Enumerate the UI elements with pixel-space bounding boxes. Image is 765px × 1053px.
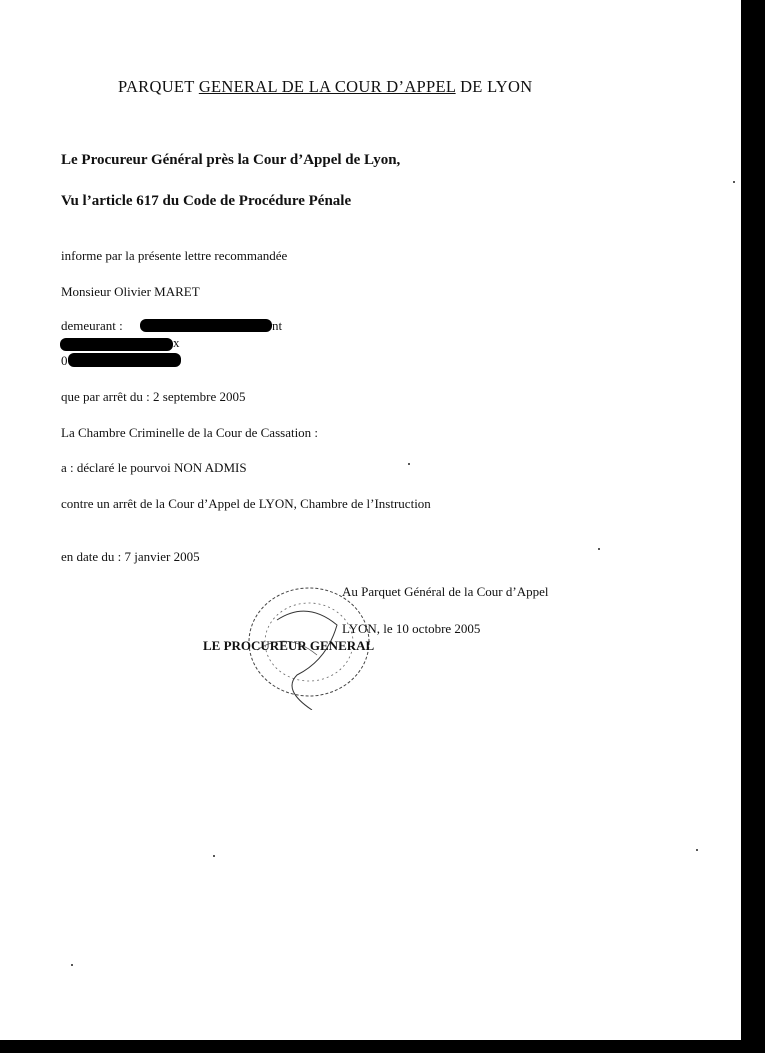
- signatory-title: LE PROCUREUR GENERAL: [203, 638, 375, 653]
- header-part-2: GENERAL DE LA COUR D’APPEL: [198, 77, 456, 96]
- header-part-3: DE LYON: [455, 77, 533, 96]
- intro-line-article: Vu l’article 617 du Code de Procédure Pénale: [61, 193, 352, 209]
- signature-place-date: LYON, le 10 octobre 2005: [342, 621, 481, 636]
- intro-line-prosecutor: Le Procureur Général près la Cour d’Appel de Lyon,: [61, 152, 401, 168]
- scan-speck: [408, 463, 410, 465]
- scan-speck: [598, 548, 600, 550]
- decision-date: que par arrêt du : 2 septembre 2005: [61, 389, 246, 404]
- scan-speck: [733, 181, 735, 183]
- court-line: La Chambre Criminelle de la Cour de Cassation :: [61, 425, 319, 440]
- redaction-bar: [68, 353, 181, 367]
- scan-speck: [696, 849, 698, 851]
- header-part-1: PARQUET: [118, 77, 199, 96]
- document-header: [118, 77, 532, 97]
- against-line: contre un arrêt de la Cour d’Appel de LYON, Chambre de l’Instruction: [61, 496, 431, 511]
- address-line3-head: 0: [61, 353, 68, 368]
- address-line2-tail: x: [173, 335, 180, 350]
- scan-speck: [213, 855, 215, 857]
- informs-line: informe par la présente lettre recommandée: [61, 248, 288, 263]
- recipient-name: Monsieur Olivier MARET: [61, 284, 200, 299]
- scan-border-right: [741, 0, 765, 1053]
- redaction-bar: [140, 319, 272, 332]
- redaction-bar: [60, 338, 173, 351]
- ruling-line: a : déclaré le pourvoi NON ADMIS: [61, 460, 247, 475]
- dated-line: en date du : 7 janvier 2005: [61, 549, 200, 564]
- address-label: demeurant :: [61, 318, 123, 333]
- address-tail: nt: [272, 318, 283, 333]
- scan-border-bottom: [0, 1040, 765, 1053]
- signature-office: Au Parquet Général de la Cour d’Appel: [342, 584, 549, 599]
- scan-speck: [71, 964, 73, 966]
